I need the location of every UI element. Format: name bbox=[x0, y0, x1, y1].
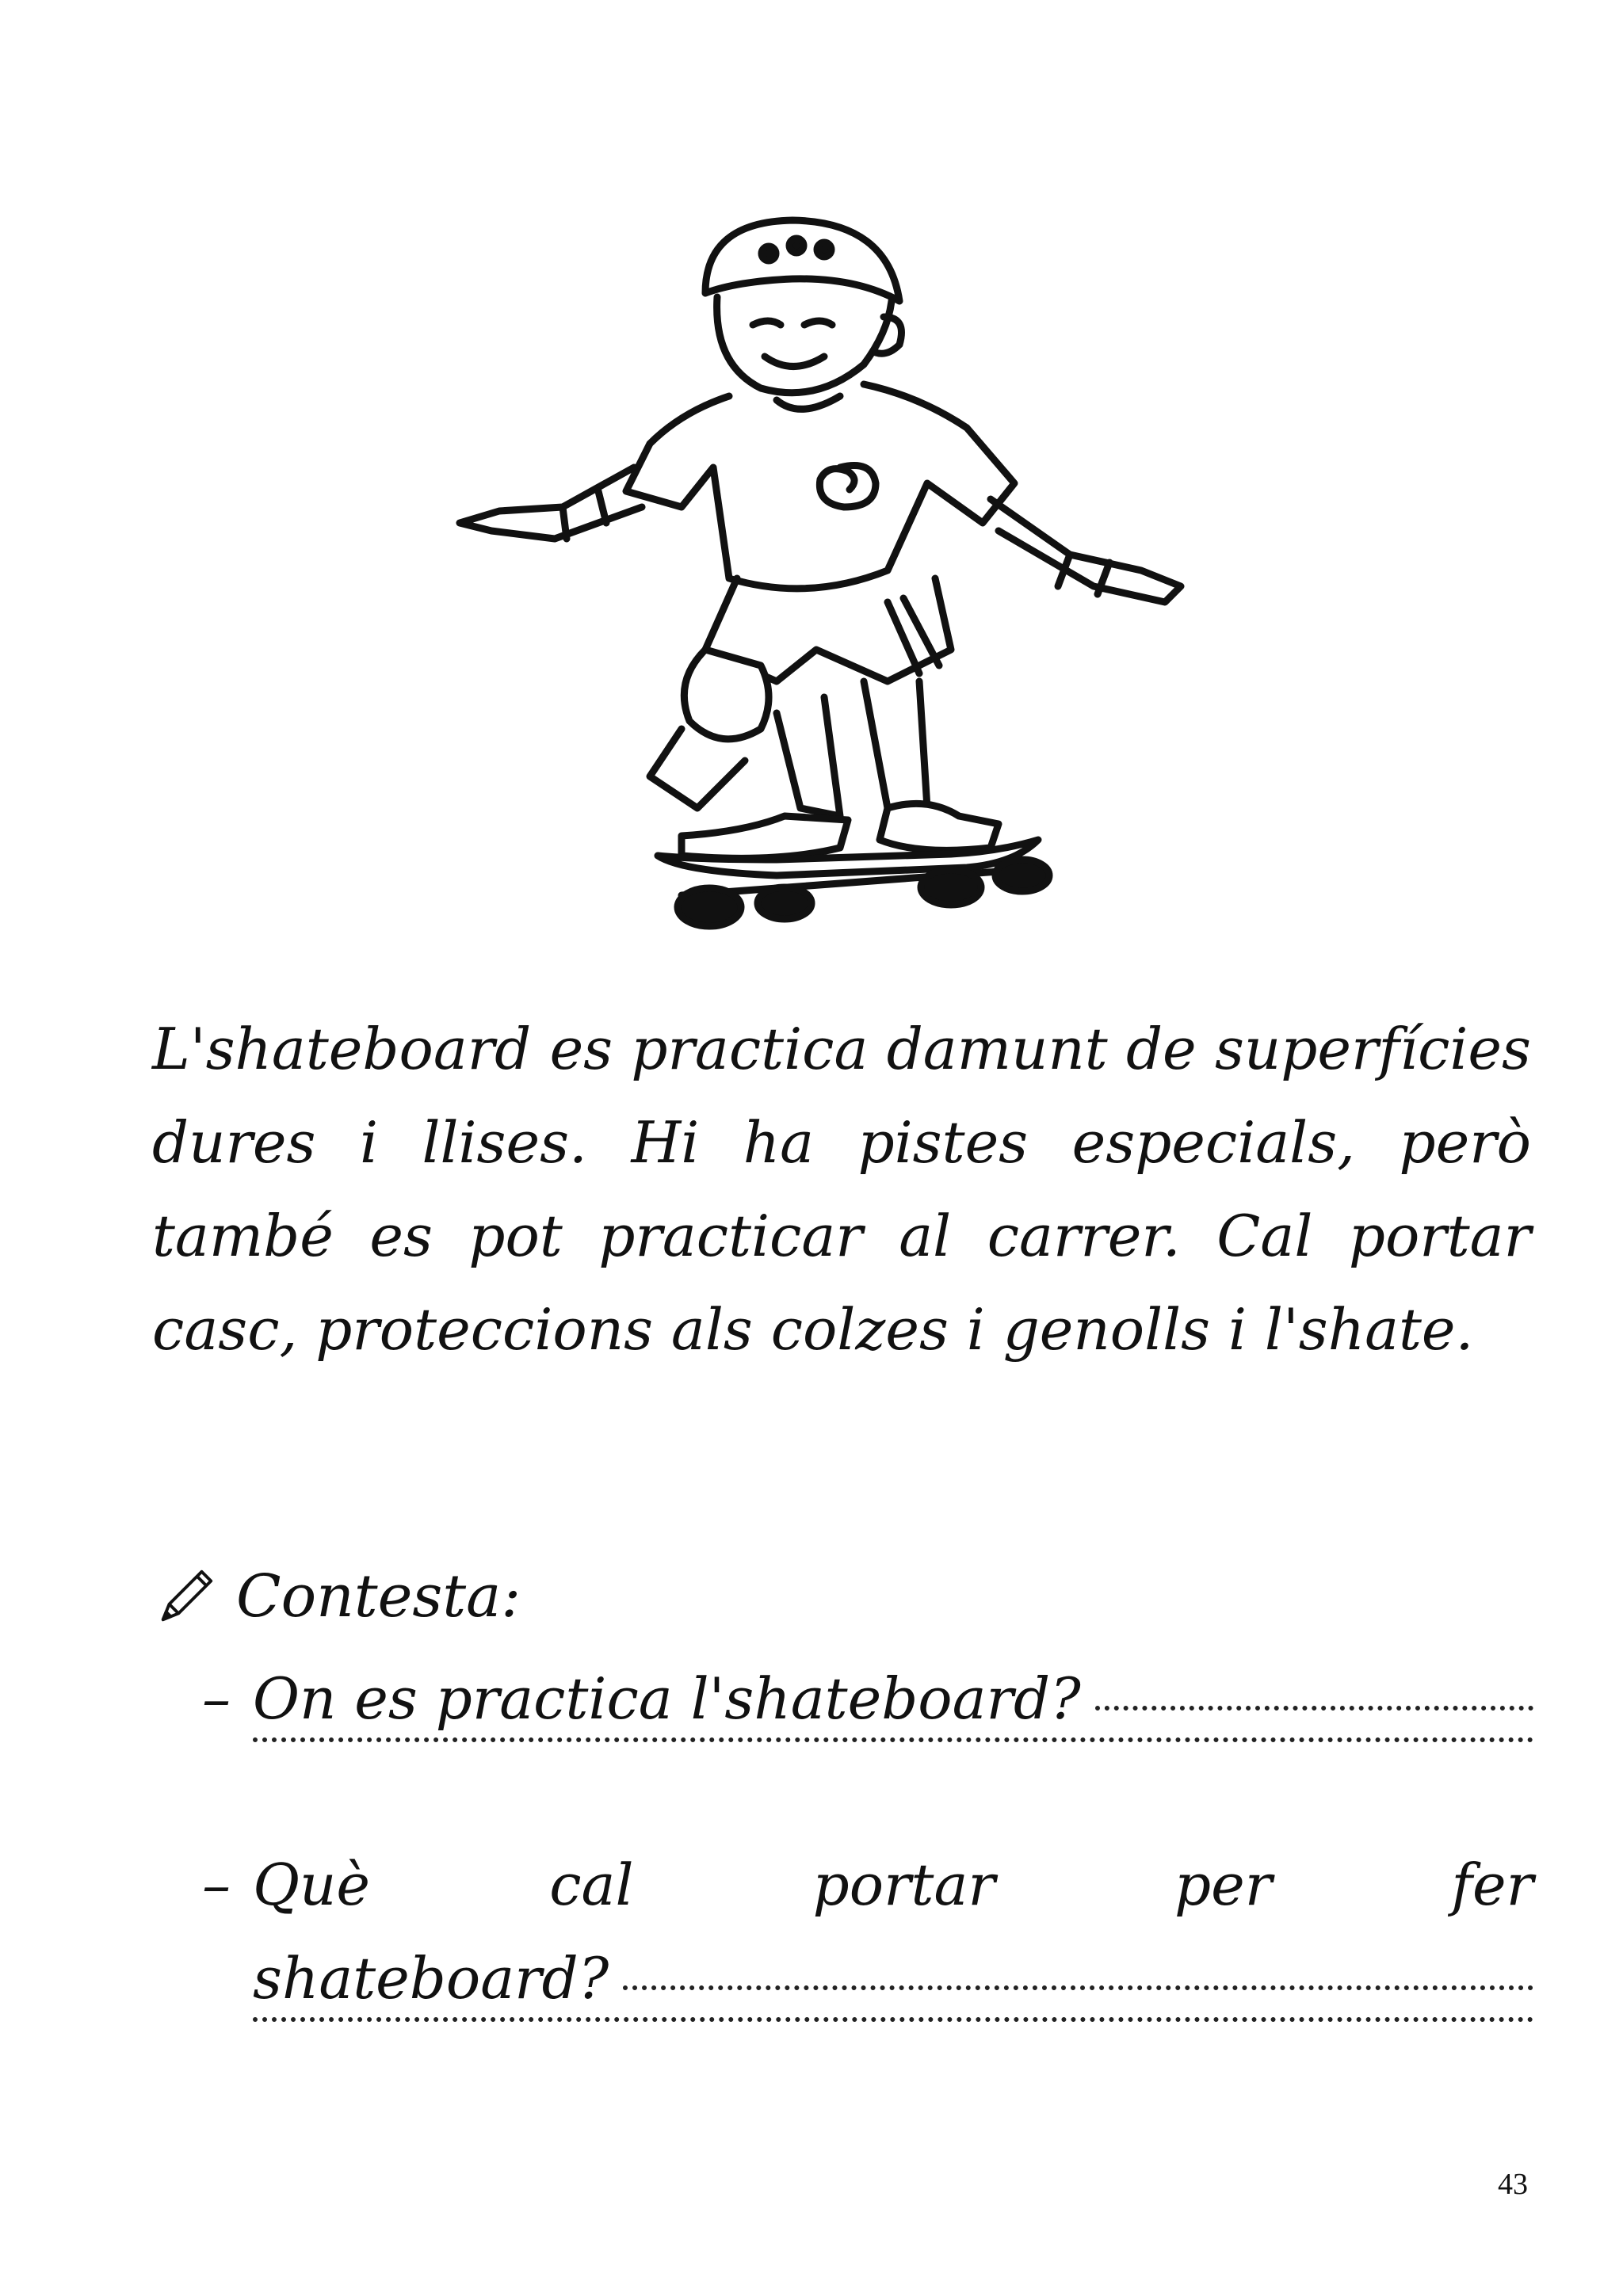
question-2 bbox=[202, 1838, 1533, 2119]
instruction bbox=[155, 1553, 521, 1640]
wheel-4 bbox=[995, 860, 1049, 891]
helmet-shape bbox=[705, 220, 899, 301]
pencil-icon bbox=[155, 1566, 217, 1627]
left-arm-shape bbox=[460, 467, 642, 539]
question-1 bbox=[202, 1652, 1533, 1839]
wheel-1 bbox=[678, 888, 741, 926]
answer-line[interactable] bbox=[253, 1737, 1533, 1742]
question-text: On es practica l'shateboard? bbox=[253, 1665, 1081, 1732]
reading-passage: L'shateboard es practica damunt de superfícies dures i llises. Hi ha pistes especials, però també es pot practicar al carrer. Cal portar casc, proteccions als colzes i genolls i l'shate. bbox=[152, 1016, 1531, 1363]
shoe-shape bbox=[682, 816, 848, 858]
instruction-label: Contesta: bbox=[236, 1562, 521, 1630]
answer-line[interactable] bbox=[623, 1985, 1533, 1990]
answer-line[interactable] bbox=[1095, 1706, 1533, 1711]
answer-line[interactable] bbox=[253, 2017, 1533, 2022]
right-arm-shape bbox=[991, 499, 1181, 602]
knee-pad-shape bbox=[684, 650, 769, 739]
page-number: 43 bbox=[1498, 2168, 1528, 2201]
question-dash: – bbox=[202, 1665, 231, 1732]
shoe-shape-2 bbox=[880, 803, 999, 850]
question-continuation: shateboard? bbox=[253, 1945, 609, 2012]
question-text: Què cal portar per fer bbox=[253, 1852, 1533, 1918]
question-dash: – bbox=[202, 1852, 231, 1918]
head-shape bbox=[717, 297, 892, 393]
spiral-shape bbox=[819, 466, 876, 508]
skateboarder-illustration bbox=[444, 206, 1284, 943]
wheel-2 bbox=[758, 887, 812, 919]
wheel-3 bbox=[921, 870, 981, 905]
